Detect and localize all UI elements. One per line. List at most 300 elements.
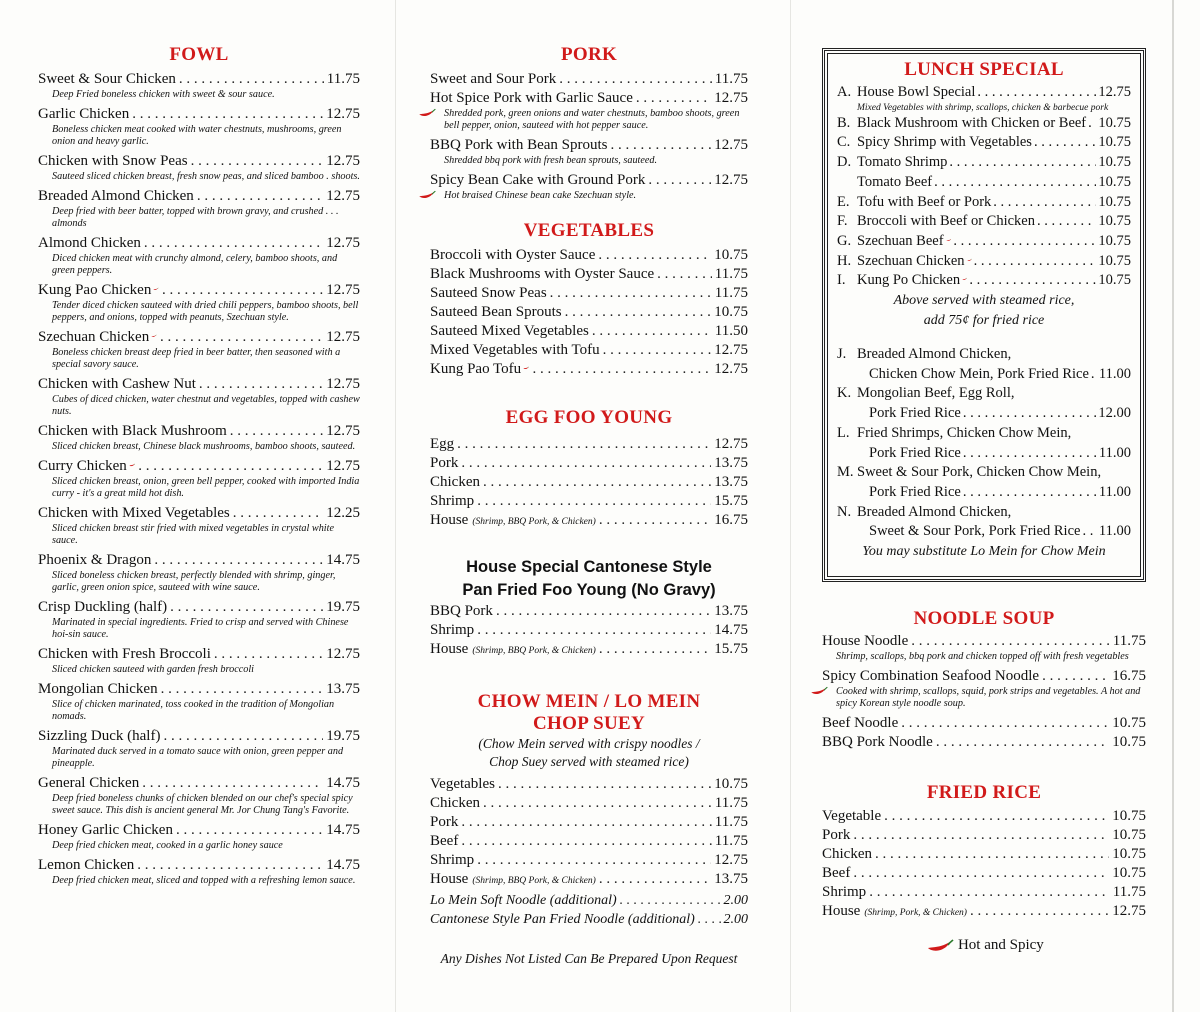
item-name: Broccoli with Beef or Chicken: [857, 213, 1035, 230]
leader-dots: [176, 821, 323, 840]
lunch-item-row: [837, 232, 1131, 252]
cantonese-title-1: House Special Cantonese Style: [466, 558, 712, 576]
fried-rice-list: [822, 807, 1146, 923]
menu-item-row: [38, 821, 360, 840]
item-price: 10.75: [714, 776, 748, 792]
item-price: 10.75: [1112, 865, 1146, 881]
item-letter: M.: [837, 464, 854, 481]
combo-row-line1: [837, 345, 1131, 365]
menu-item-row: [38, 152, 360, 171]
item-name: Sauteed Bean Sprouts: [430, 304, 562, 320]
right-column: [822, 48, 1146, 1012]
leader-dots: [853, 864, 1109, 883]
item-name: Chicken with Mixed Vegetables: [38, 505, 230, 521]
combo-row-line2: [837, 522, 1131, 542]
fried-rice-title: FRIED RICE: [926, 782, 1042, 803]
item-letter: B.: [837, 114, 851, 131]
item-price: 11.75: [714, 285, 748, 301]
item-letter: J.: [837, 346, 847, 363]
combo-line1: Mongolian Beef, Egg Roll,: [857, 385, 1015, 402]
leader-dots: [214, 645, 323, 664]
leader-dots: [1088, 114, 1096, 134]
item-price: 13.75: [326, 681, 360, 697]
request-note: Any Dishes Not Listed Can Be Prepared Upon Request: [440, 951, 738, 966]
item-price: 12.75: [326, 329, 360, 345]
item-name: Hot Spice Pork with Garlic Sauce: [430, 90, 633, 106]
leader-dots: [137, 856, 323, 875]
lunch-item-row: [837, 193, 1131, 213]
chow-mein-note-1: (Chow Mein served with crispy noodles /: [478, 736, 700, 751]
menu-item-row: [430, 89, 748, 108]
item-price: 11.75: [714, 266, 748, 282]
page-edge: [1172, 0, 1174, 1012]
leader-dots: [599, 640, 711, 659]
item-name: Pork: [430, 814, 459, 830]
hot-spicy-legend: [822, 937, 1146, 954]
menu-item-row: [822, 733, 1146, 752]
item-price: 12.75: [714, 172, 748, 188]
item-letter: K.: [837, 385, 852, 402]
item-description: Sliced chicken breast, Chinese black mushrooms, bamboo shoots, sauteed.: [52, 441, 356, 452]
menu-item-row: [430, 171, 748, 190]
item-price: 15.75: [714, 641, 748, 657]
fowl-list: [38, 70, 360, 887]
item-name: House: [822, 903, 861, 919]
leader-dots: [1042, 667, 1109, 686]
item-letter: I.: [837, 272, 846, 289]
item-price: 10.75: [1098, 193, 1131, 210]
lunch-item-row: [837, 83, 1131, 103]
item-description: Mixed Vegetables with shrimp, scallops, chicken & barbecue pork: [857, 102, 1109, 113]
item-letter: H.: [837, 252, 852, 269]
menu-item-row: [38, 422, 360, 441]
item-price: 10.75: [714, 304, 748, 320]
lunch-item-row: [837, 252, 1131, 272]
leader-dots: [483, 473, 711, 492]
item-name: Chicken with Fresh Broccoli: [38, 646, 211, 662]
item-price: 10.75: [1098, 173, 1131, 190]
leader-dots: [230, 422, 324, 441]
item-description: Sliced boneless chicken breast, perfectly blended with shrimp, ginger, garlic, green onion spice, sauteed with wine sauce.: [52, 570, 336, 593]
leader-dots: [901, 714, 1109, 733]
combo-line1: Sweet & Sour Pork, Chicken Chow Mein,: [857, 464, 1102, 481]
item-name: Crisp Duckling (half): [38, 599, 168, 615]
item-name: Beef: [430, 833, 459, 849]
menu-item-row: [430, 265, 748, 284]
item-name: BBQ Pork Noodle: [822, 734, 933, 750]
item-name: House Bowl Special: [857, 84, 976, 100]
item-description: Deep Fried boneless chicken with sweet & sour sauce.: [52, 89, 275, 100]
item-price: 12.75: [714, 137, 748, 153]
combo-line2: Sweet & Sour Pork, Pork Fried Rice: [869, 523, 1081, 540]
item-description: Tender diced chicken sauteed with dried chili peppers, bamboo shoots, bell peppers, and onions, topped with peanuts, Szechuan style.: [52, 300, 359, 323]
item-name: Beef: [822, 865, 851, 881]
item-price: 11.75: [714, 71, 748, 87]
combo-row-line2: [837, 404, 1131, 424]
menu-item-row: [822, 826, 1146, 845]
item-letter: A.: [837, 84, 852, 100]
leader-dots: [154, 551, 323, 570]
menu-item-row: [38, 70, 360, 89]
leader-dots: [977, 83, 1096, 103]
leader-dots: [162, 281, 323, 300]
leader-dots: [884, 807, 1109, 826]
egg-foo-young-list: [430, 435, 748, 532]
item-price: 12.75: [326, 458, 360, 474]
item-name: Egg: [430, 436, 455, 452]
item-name: Lemon Chicken: [38, 857, 135, 873]
menu-item-row: [430, 360, 748, 379]
item-price: 12.75: [1098, 84, 1131, 100]
chow-mein-title-1: CHOW MEIN / LO MEIN: [477, 691, 701, 712]
leader-dots: [144, 234, 323, 253]
item-name: Sweet and Sour Pork: [430, 71, 557, 87]
item-name: Spicy Shrimp with Vegetables: [857, 134, 1032, 151]
menu-item-row: [38, 234, 360, 253]
menu-item-row: [430, 435, 748, 454]
item-price: 12.75: [326, 423, 360, 439]
item-description: Cubes of diced chicken, water chestnut and vegetables, topped with cashew nuts.: [52, 394, 360, 417]
item-description: Sliced chicken breast, onion, green bell pepper, cooked with imported India curry - it's a great mild hot dish.: [52, 476, 360, 499]
menu-item-row: [38, 598, 360, 617]
leader-dots: [869, 883, 1110, 902]
item-price: 13.75: [714, 455, 748, 471]
item-name: Szechuan Beef: [857, 232, 944, 249]
leader-dots: [1034, 133, 1096, 153]
leader-dots: [498, 775, 711, 794]
item-name: Chicken with Black Mushroom: [38, 423, 227, 439]
leader-dots: [160, 328, 323, 347]
item-price: 10.75: [1112, 846, 1146, 862]
item-description: Hot braised Chinese bean cake Szechuan style.: [430, 190, 748, 202]
combo-line1: Fried Shrimps, Chicken Chow Mein,: [857, 424, 1072, 441]
item-name: Breaded Almond Chicken: [38, 188, 194, 204]
chili-pepper-icon: [926, 939, 954, 953]
item-description: Boneless chicken meat cooked with water chestnuts, mushrooms, green onion and heavy garlic.: [52, 124, 342, 147]
item-description: Marinated in special ingredients. Fried to crisp and served with Chinese hoi-sin sauce.: [52, 617, 349, 640]
leader-dots: [477, 851, 711, 870]
item-name: Chicken with Snow Peas: [38, 153, 188, 169]
item-name: Chicken: [430, 474, 480, 490]
item-price: 11.00: [1098, 483, 1131, 500]
item-price: 10.75: [1098, 134, 1131, 151]
leader-dots: [233, 504, 323, 523]
item-name: Mongolian Chicken: [38, 681, 158, 697]
combo-line2: Pork Fried Rice: [869, 444, 961, 461]
item-name: Sauteed Snow Peas: [430, 285, 547, 301]
page-fold-right: [790, 0, 791, 1012]
menu-item-row: [822, 667, 1146, 686]
cantonese-list: [430, 602, 748, 661]
item-name: Kung Po Chicken: [857, 272, 961, 289]
item-name: House: [430, 512, 469, 528]
item-name: House: [430, 641, 469, 657]
item-name: Shrimp: [430, 622, 475, 638]
menu-item-row: [430, 621, 748, 640]
leader-dots: [461, 813, 711, 832]
item-price: 19.75: [326, 728, 360, 744]
cantonese-title-2: Pan Fried Foo Young (No Gravy): [462, 581, 716, 599]
menu-item-row: [38, 375, 360, 394]
item-price: 13.75: [714, 603, 748, 619]
item-name: Chicken: [822, 846, 872, 862]
menu-item-row: [430, 640, 748, 661]
item-price: 14.75: [326, 822, 360, 838]
item-price: 10.75: [1098, 252, 1131, 269]
item-price: 13.75: [714, 474, 748, 490]
item-name: House Noodle: [822, 633, 909, 649]
item-price: 11.75: [1112, 633, 1146, 649]
item-letter: G.: [837, 232, 852, 249]
lunch-item-row: [837, 212, 1131, 232]
item-description: Boneless chicken breast deep fried in beer batter, then seasoned with a special savory sauce.: [52, 347, 341, 370]
item-price: 15.75: [714, 493, 748, 509]
item-price: 11.00: [1098, 444, 1131, 461]
leader-dots: [170, 598, 323, 617]
item-price: 12.75: [326, 646, 360, 662]
menu-item-row: [38, 328, 360, 347]
leader-dots: [963, 444, 1097, 464]
leader-dots: [161, 680, 324, 699]
leader-dots: [636, 89, 711, 108]
menu-item-row: [430, 341, 748, 360]
menu-item-row: [38, 774, 360, 793]
menu-item-row: [430, 492, 748, 511]
item-name: Sauteed Mixed Vegetables: [430, 323, 589, 339]
combo-row-line2: [837, 483, 1131, 503]
menu-item-row: [430, 136, 748, 155]
chili-pepper-icon: [810, 686, 828, 696]
hot-spicy-label: Hot and Spicy: [957, 937, 1044, 953]
menu-item-row: [822, 807, 1146, 826]
leader-dots: [949, 153, 1096, 173]
item-name: Almond Chicken: [38, 235, 141, 251]
leader-dots: [565, 303, 712, 322]
leader-dots: [853, 826, 1109, 845]
item-price: 12.75: [714, 90, 748, 106]
item-description: Slice of chicken marinated, toss cooked in the tradition of Mongolian nomads.: [52, 699, 335, 722]
item-name: Shrimp: [430, 852, 475, 868]
menu-item-row: [430, 870, 748, 891]
leader-dots: [532, 360, 711, 379]
item-name: Vegetable: [822, 808, 882, 824]
menu-item-row: [430, 511, 748, 532]
item-name: Spicy Bean Cake with Ground Pork: [430, 172, 646, 188]
item-price: 12.75: [326, 188, 360, 204]
item-description: Sauteed sliced chicken breast, fresh snow peas, and sliced bamboo . shoots.: [52, 171, 360, 182]
item-name: Chicken: [430, 795, 480, 811]
item-name: Garlic Chicken: [38, 106, 130, 122]
item-name: Beef Noodle: [822, 715, 899, 731]
leader-dots: [969, 271, 1096, 291]
leader-dots: [911, 632, 1110, 651]
item-price: 16.75: [714, 512, 748, 528]
item-description: Shredded pork, green onions and water chestnuts, bamboo shoots, green bell pepper, onion, sauteed with hot pepper sauce.: [430, 108, 748, 132]
menu-item-row: [430, 832, 748, 851]
combo-row-line1: [837, 463, 1131, 483]
chili-pepper-icon: [962, 271, 967, 281]
menu-item-row: [430, 322, 748, 341]
item-name: Shrimp: [430, 493, 475, 509]
item-description: Deep fried chicken meat, sliced and topped with a refreshing lemon sauce.: [52, 875, 356, 886]
item-price: 11.00: [1098, 365, 1131, 382]
item-name: Honey Garlic Chicken: [38, 822, 173, 838]
chili-pepper-icon: [523, 360, 529, 370]
item-letter: C.: [837, 134, 851, 151]
menu-item-row: [822, 845, 1146, 864]
leader-dots: [477, 492, 711, 511]
leader-dots: [963, 404, 1097, 424]
item-price: 10.75: [1112, 827, 1146, 843]
item-price: 10.75: [1112, 734, 1146, 750]
chili-pepper-icon: [418, 190, 436, 200]
leader-dots: [934, 173, 1096, 193]
combo-line1: Breaded Almond Chicken,: [857, 346, 1012, 363]
chili-pepper-icon: [151, 328, 157, 338]
item-price: 10.75: [1098, 213, 1131, 230]
item-name: House: [430, 871, 469, 887]
menu-item-row: [38, 504, 360, 523]
item-name: Black Mushroom with Chicken or Beef: [857, 114, 1087, 131]
item-name: Curry Chicken: [38, 458, 127, 474]
leader-dots: [457, 435, 711, 454]
item-price: 11.75: [326, 71, 360, 87]
item-price: 12.00: [1098, 405, 1131, 422]
item-price: 14.75: [714, 622, 748, 638]
leader-dots: [963, 483, 1097, 503]
item-price: 11.75: [714, 814, 748, 830]
leader-dots: [648, 171, 711, 190]
item-name: Sweet & Sour Chicken: [38, 71, 176, 87]
item-price: 12.75: [326, 376, 360, 392]
item-price: 2.00: [723, 912, 748, 927]
noodle-soup-title: NOODLE SOUP: [913, 608, 1055, 629]
combo-row-line1: [837, 424, 1131, 444]
leader-dots: [138, 457, 323, 476]
item-name: Tofu with Beef or Pork: [857, 193, 992, 210]
leader-dots: [199, 375, 323, 394]
menu-item-row: [430, 70, 748, 89]
vegetables-title: VEGETABLES: [523, 220, 655, 241]
item-price: 13.75: [714, 871, 748, 887]
leader-dots: [953, 232, 1096, 252]
leader-dots: [970, 902, 1109, 921]
item-price: 10.75: [1112, 808, 1146, 824]
leader-dots: [550, 284, 712, 303]
leader-dots: [698, 910, 721, 929]
lunch-special-list: [837, 83, 1131, 291]
item-description: Deep fried boneless chunks of chicken blended on our chef's special spicy sweet sauce. This dish is ancient general Mr. Jor Chung Tang's Favorite.: [52, 793, 353, 816]
chili-pepper-icon: [967, 252, 972, 262]
leader-dots: [559, 70, 712, 89]
item-letter: E.: [837, 193, 850, 210]
item-price: 11.00: [1098, 523, 1131, 540]
item-name: Cantonese Style Pan Fried Noodle (additional): [430, 912, 695, 927]
pork-list: [430, 70, 748, 202]
item-name: Mixed Vegetables with Tofu: [430, 342, 600, 358]
chili-pepper-icon: [153, 281, 159, 291]
item-price: 19.75: [326, 599, 360, 615]
item-name: BBQ Pork with Bean Sprouts: [430, 137, 608, 153]
leader-dots: [461, 454, 711, 473]
leader-dots: [599, 511, 711, 530]
chow-mein-extras: [430, 891, 748, 929]
chili-pepper-icon: [129, 457, 135, 467]
item-price: 10.75: [1098, 114, 1131, 131]
item-price: 11.75: [1112, 884, 1146, 900]
lunch-special-title: LUNCH SPECIAL: [904, 59, 1064, 80]
item-description: Sliced chicken sauteed with garden fresh broccoli: [52, 664, 254, 675]
menu-item-row: [430, 303, 748, 322]
lunch-combo-list: [837, 345, 1131, 542]
combo-row-line2: [837, 444, 1131, 464]
item-name: Szechuan Chicken: [38, 329, 150, 345]
menu-item-row: [822, 864, 1146, 883]
item-price: 12.75: [326, 106, 360, 122]
item-name: Pork: [822, 827, 851, 843]
fowl-column: [38, 44, 360, 1012]
item-price: 10.75: [1098, 154, 1131, 171]
item-subtext: (Shrimp, BBQ Pork, & Chicken): [472, 517, 596, 527]
item-price: 10.75: [1112, 715, 1146, 731]
menu-item-row: [430, 602, 748, 621]
item-description: Marinated duck served in a tomato sauce with onion, green pepper and pineapple.: [52, 746, 344, 769]
leader-dots: [142, 774, 323, 793]
combo-row-line2: [837, 365, 1131, 385]
item-price: 12.75: [1112, 903, 1146, 919]
item-name: Tomato Shrimp: [857, 154, 948, 171]
item-name: Tomato Beef: [857, 173, 933, 190]
chow-mein-title-2: CHOP SUEY: [533, 713, 645, 734]
noodle-soup-list: [822, 632, 1146, 752]
menu-item-row: [430, 246, 748, 265]
menu-item-row: [430, 891, 748, 910]
item-price: 14.75: [326, 857, 360, 873]
item-description: Sliced chicken breast stir fried with mixed vegetables in crystal white sauce.: [52, 523, 334, 546]
menu-item-row: [38, 645, 360, 664]
item-name: Sizzling Duck (half): [38, 728, 161, 744]
chili-pepper-icon: [418, 108, 436, 118]
fowl-title: FOWL: [169, 44, 229, 65]
item-price: 11.75: [714, 833, 748, 849]
item-description: Cooked with shrimp, scallops, squid, pork strips and vegetables. A hot and spicy Korean style noodle soup.: [822, 686, 1146, 710]
menu-item-row: [822, 883, 1146, 902]
combo-line2: Pork Fried Rice: [869, 405, 961, 422]
leader-dots: [191, 152, 324, 171]
item-name: Lo Mein Soft Noodle (additional): [430, 893, 617, 908]
menu-item-row: [38, 856, 360, 875]
item-name: General Chicken: [38, 775, 140, 791]
leader-dots: [592, 322, 712, 341]
leader-dots: [1037, 212, 1096, 232]
menu-item-row: [38, 551, 360, 570]
item-name: Vegetables: [430, 776, 495, 792]
item-name: Pork: [430, 455, 459, 471]
item-price: 11.75: [714, 795, 748, 811]
item-subtext: (Shrimp, BBQ Pork, & Chicken): [472, 646, 596, 656]
leader-dots: [974, 252, 1097, 272]
item-description: Deep fried with beer batter, topped with brown gravy, and crushed . . . almonds: [52, 206, 339, 229]
menu-item-row: [38, 105, 360, 124]
item-price: 12.75: [714, 436, 748, 452]
item-price: 16.75: [1112, 668, 1146, 684]
item-price: 12.75: [714, 852, 748, 868]
vegetables-list: [430, 246, 748, 379]
menu-item-row: [38, 187, 360, 206]
menu-item-row: [822, 714, 1146, 733]
chow-mein-list: [430, 775, 748, 891]
leader-dots: [1091, 365, 1097, 385]
